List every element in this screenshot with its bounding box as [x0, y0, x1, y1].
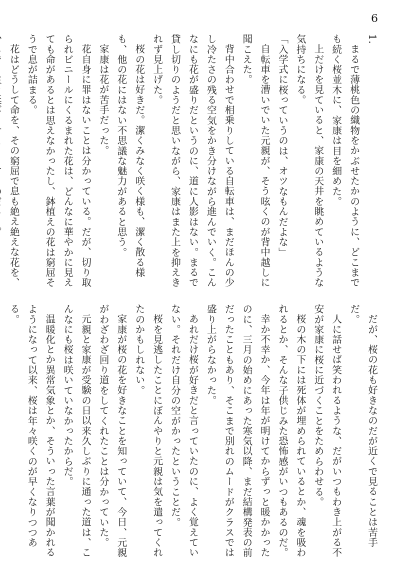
paragraph: 桜の木の下には死体が埋められているとか、魂を吸われるとか、そんな子供じみた恐怖感がいつもあるのだ。	[276, 304, 306, 558]
paragraph: あれだけ桜が好きだと言っていたのに、よく覚えていない。それだけ自分の空がかったということだ。	[169, 304, 198, 558]
paragraph: 温暖化とか異常気象とか、そういった言葉が聞かれるようになって以来、桜は年々咲くのが早くなりつつある。	[7, 304, 55, 558]
paragraph: 桜の花は好きだ。潔くみなく咲く様も、潔く散る様も、他の花にはない不思議な魅力があると思う。	[115, 34, 145, 278]
paragraph: 家康は花が苦手だった。	[97, 43, 109, 156]
paragraph: 桜を見逃したことにぼんやりと元親は気を遣ってくれたのかもしれない。	[133, 304, 163, 558]
page-body	[7, 34, 380, 564]
paragraph: だが、桜の花も好きなのだが近くで見ることは苦手だ。	[348, 304, 377, 548]
top-text-block	[7, 34, 380, 294]
dialogue-line: 「入学式に桜っていうのは、オツなもんだよな」	[276, 34, 288, 258]
paragraph: 上だけを見ていると、家康の天井を眺めているような気持ちになる。	[294, 34, 324, 288]
section-number: 1.	[366, 34, 377, 45]
paragraph: 幸か不幸か、今年は年が明けてからずっと暖かかったのに、三月の始めにあった寒気以降、まだ結構発表の前だったこともあり、そこまで別れのムードがクラスでは盛り上がらなかった。	[204, 304, 270, 558]
paragraph: 花自身に罪はないことは分かっている。だが、切り取られビニールにくるまれた花は、どんなに華やかに見えても命があるとは思えなかったし、鉢植えの花は窮屈そうで息が詰まる。	[25, 34, 91, 288]
paragraph: 自転車を漕いでいた元親が、そう呟くのが背中越しに聞こえた。	[240, 34, 270, 288]
paragraph: 花はどうして命を、その窮屈で息も絶え絶えな花を、	[7, 43, 19, 288]
paragraph: 背中合わせで相乗りしている自転車は、まだほんの少し冷たさの残る空気をかき分けながら進んでいく。こんなにも花が盛りだというのに、道に人影はない。まるで貸し切りのようだと思いながら、家康はまた上を抑えきれず見上げた。	[151, 34, 234, 288]
paragraph: 人に話せば笑われるような、だがいつもわき上がる不安が家康に桜に近づくことをためらわせる。	[312, 304, 342, 558]
page-number: 6	[371, 12, 378, 25]
bottom-text-block	[7, 304, 380, 564]
paragraph: 家康が桜の花を好きなことを知っていて、今日、元親がわざわざ回り道をしてくれたことは分かっていた。	[97, 304, 127, 558]
paragraph: 元親と家康が受験の日以来久しぶりに通った道は、こんなにも桜は咲いていなかったからだ。	[61, 304, 91, 558]
paragraph: まるで薄桃色の織物をかぶせたかのように、どこまでも続く桜並木に、家康は目を細めた。	[330, 34, 360, 288]
